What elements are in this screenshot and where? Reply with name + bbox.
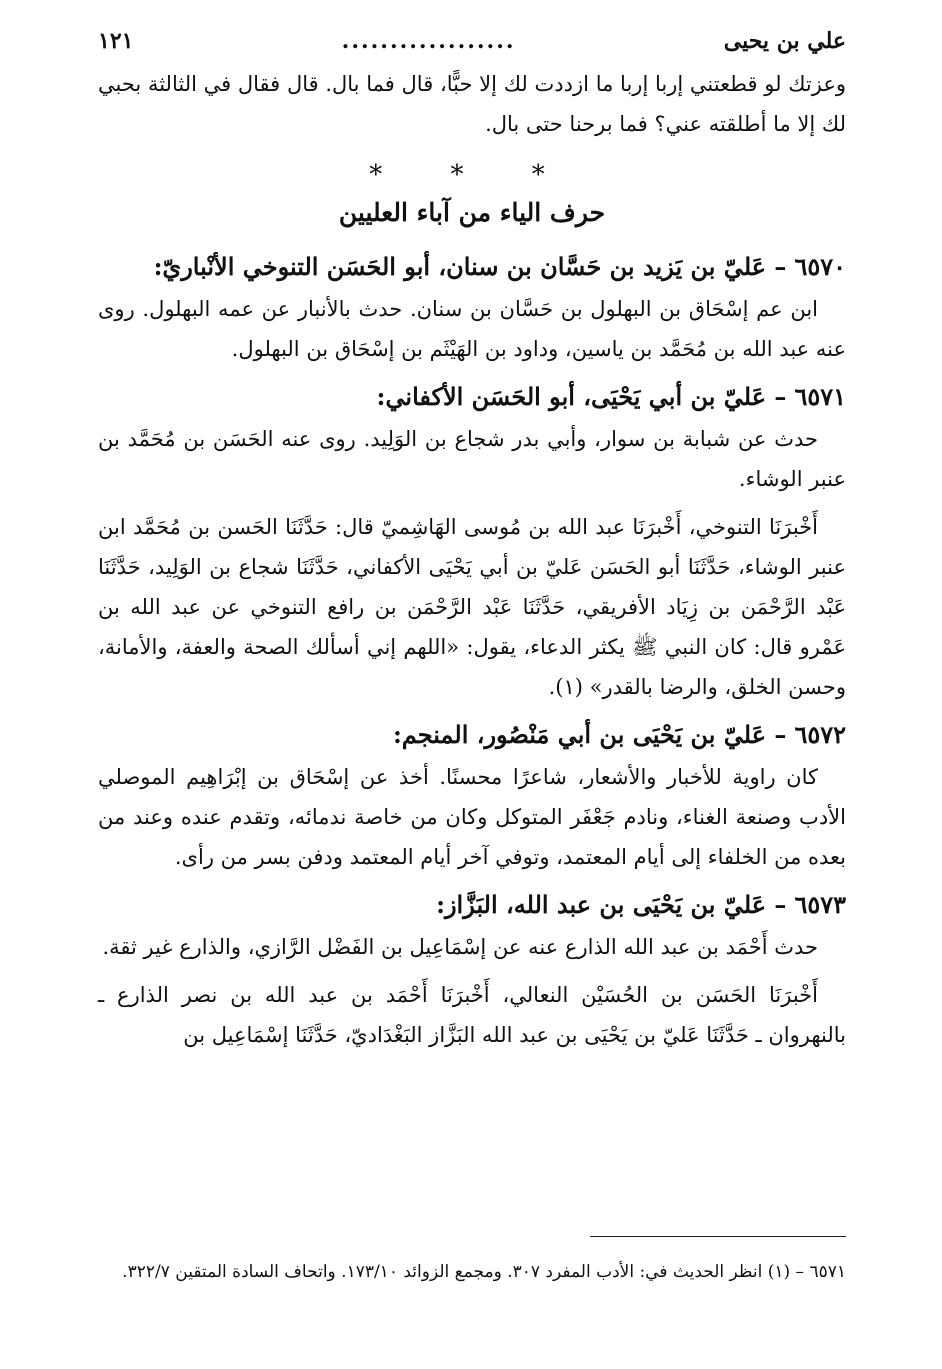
entry-paragraph: ابن عم إسْحَاق بن البهلول بن حَسَّان بن سنان. حدث بالأنبار عن عمه البهلول. روى عنه عبد الله بن مُحَمَّد بن ياسين، وداود بن الهَيْثَم بن إسْحَاق بن البهلول. — [98, 297, 846, 361]
entry-paragraph: كان راوية للأخبار والأشعار، شاعرًا محسنًا. أخذ عن إسْحَاق بن إبْرَاهِيم الموصلي الأدب وصنعة الغناء، ونادم جَعْفَر المتوكل وكان من خاصة ندمائه، وتقدم عنده وعند من بعده من الخلفاء إلى أيام المعتمد، وتوفي آخر أيام المعتمد ودفن بسر من رأى. — [98, 765, 846, 869]
section-title: حرف الياء من آباء العليين — [338, 198, 606, 227]
entry-number: ٦٥٧٣ — [794, 890, 846, 919]
footnote: ٦٥٧١ – (١) انظر الحديث في: الأدب المفرد ٣٠٧. ومجمع الزوائد ١٧٣/١٠. واتحاف السادة المتقين ٣٢٢/٧. — [122, 1262, 846, 1282]
book-page — [98, 28, 846, 1055]
entry-number: ٦٥٧١ — [794, 382, 846, 411]
header-dots: .................. — [341, 28, 516, 54]
section-divider-stars: * * * — [369, 160, 575, 190]
running-title: علي بن يحيى — [723, 28, 846, 54]
entry-paragraph-isnad: أَخْبرَنَا التنوخي، أَخْبرَنَا عبد الله بن مُوسى الهَاشِميّ قال: حَدَّثَنَا الحَسن بن مُحَمَّد ابن عنبر الوشاء، حَدَّثَنَا أبو الحَسَن عَليّ بن أبي يَحْيَى الأكفاني، حَدَّثَنَا شجاع بن الوَلِيد، حَدَّثَنَا عَبْد الرَّحْمَن بن زِيَاد الأفريقي، حَدَّثَنَا عَبْد الرَّحْمَن بن رافع التنوخي عن عبد الله بن عَمْرو قال: كان النبي ﷺ يكثر الدعاء، يقول: «اللهم إني أسألك الصحة والعفة، والأمانة، وحسن الخلق، والرضا بالقدر» (١). — [98, 515, 846, 699]
running-header — [98, 28, 846, 64]
entry-paragraph-isnad: أَخْبرَنَا الحَسَن بن الحُسَيْن النعالي، أَخْبرَنَا أَحْمَد بن عبد الله بن نصر الذارع ـ بالنهروان ـ حَدَّثَنَا عَليّ بن يَحْيَى بن عبد الله البَزَّاز البَغْدَاديّ، حَدَّثَنَا إسْمَاعِيل بن — [98, 983, 846, 1047]
page-number: ١٢١ — [98, 28, 134, 54]
continuation-paragraph: وعزتك لو قطعتني إربا إربا ما ازددت لك إلا حبًّا، قال فما بال. قال فقال في الثالثة بحبي لك إلا ما أطلقته عني؟ فما برحنا حتى بال. — [98, 72, 846, 136]
entry-title: – عَليّ بن يَزيد بن حَسَّان بن سنان، أبو الحَسَن التنوخي الأنْباريّ: — [153, 252, 787, 281]
entry-paragraph: حدث أَحْمَد بن عبد الله الذارع عنه عن إسْمَاعِيل بن الفَضْل الرَّازي، والذارع غير ثقة. — [102, 935, 818, 959]
entry-number: ٦٥٧٠ — [794, 252, 846, 281]
entry-paragraph: حدث عن شبابة بن سوار، وأبي بدر شجاع بن الوَلِيد. روى عنه الحَسَن بن مُحَمَّد بن عنبر الوشاء. — [98, 427, 846, 491]
footnote-separator — [590, 1236, 846, 1237]
entry-title: – عَليّ بن يَحْيَى بن أبي مَنْصُور، المنجم: — [392, 720, 787, 749]
entry-title: – عَليّ بن يَحْيَى بن عبد الله، البَزَّاز: — [436, 890, 787, 919]
entry-title: – عَليّ بن أبي يَحْيَى، أبو الحَسَن الأكفاني: — [376, 382, 787, 411]
entry-heading-6572 — [98, 713, 846, 757]
entry-heading-6573 — [98, 883, 846, 927]
entry-number: ٦٥٧٢ — [794, 720, 846, 749]
entry-heading-6571 — [98, 375, 846, 419]
entry-heading-6570 — [98, 245, 846, 289]
